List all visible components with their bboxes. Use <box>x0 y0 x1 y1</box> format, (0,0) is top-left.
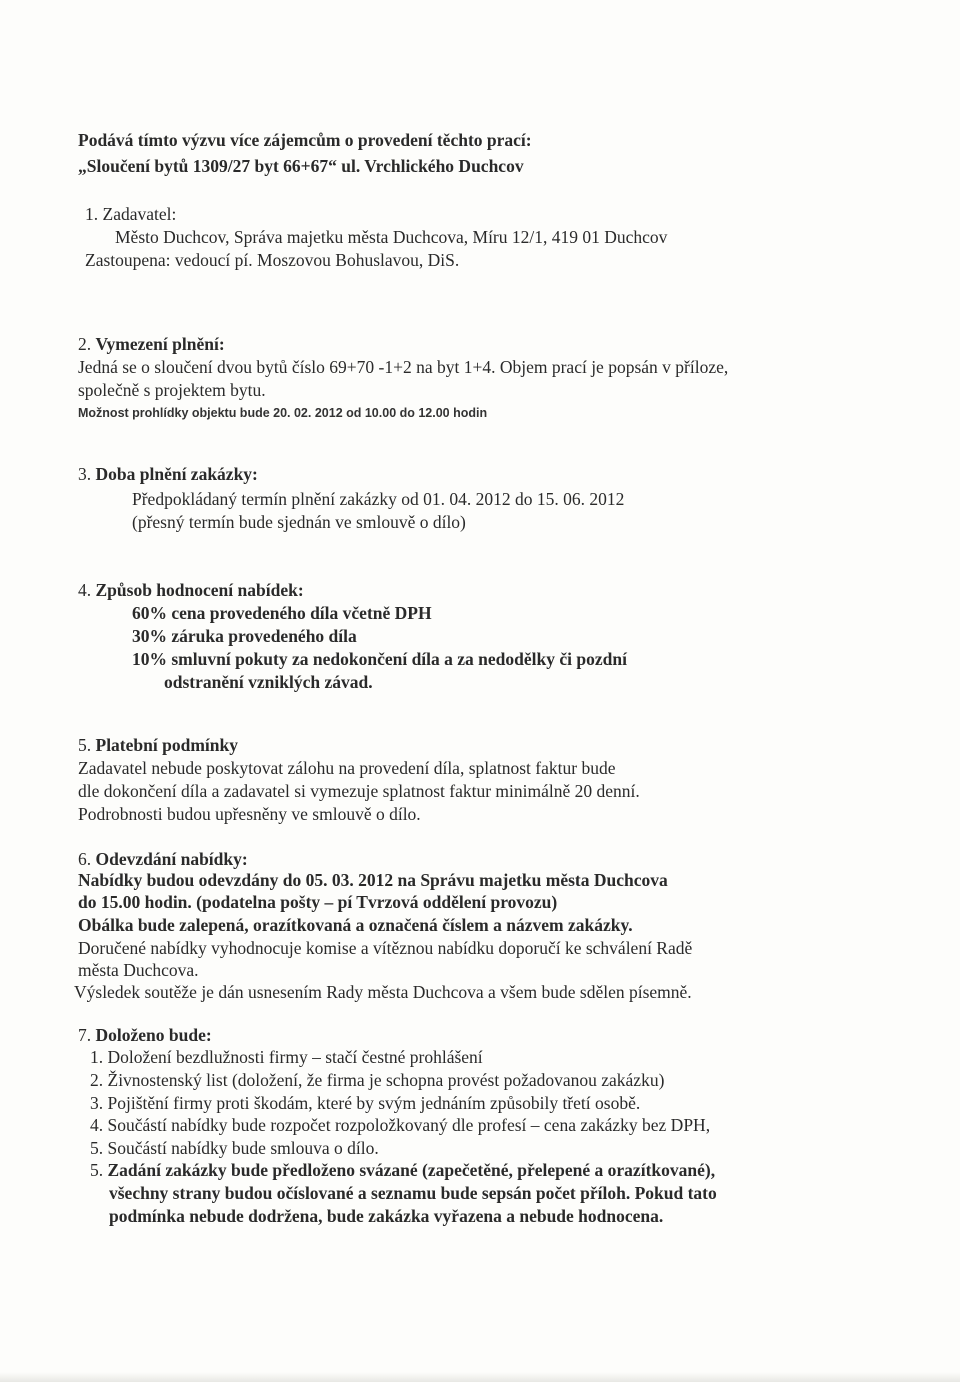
section-5-line-3: Podrobnosti budou upřesněny ve smlouvě o dílo. <box>78 804 421 824</box>
section-3-heading <box>78 463 258 485</box>
section-2-line-1: Jedná se o sloučení dvou bytů číslo 69+70 -1+2 na byt 1+4. Objem prací je popsán v příloze, <box>78 357 729 377</box>
section-4-line-2: 30% záruka provedeného díla <box>132 626 357 646</box>
section-3-line-2: (přesný termín bude sjednán ve smlouvě o dílo) <box>132 512 466 532</box>
section-1-line-1: Město Duchcov, Správa majetku města Duchcova, Míru 12/1, 419 01 Duchcov <box>115 227 668 247</box>
section-6-line-6: Výsledek soutěže je dán usnesením Rady města Duchcova a všem bude sdělen písemně. <box>74 982 692 1002</box>
section-7-item-6 <box>90 1159 715 1181</box>
section-5-title: Platební podmínky <box>95 735 238 755</box>
section-2-line-3: Možnost prohlídky objektu bude 20. 02. 2012 od 10.00 do 12.00 hodin <box>78 406 488 420</box>
section-2-title: Vymezení plnění: <box>95 334 225 354</box>
section-7-item-3: 3. Pojištění firmy proti škodám, které by svým jednáním způsobily třetí osobě. <box>90 1093 641 1113</box>
section-6-line-3: Obálka bude zalepená, orazítkovaná a označená číslem a názvem zakázky. <box>78 915 633 935</box>
intro-line-2: „Sloučení bytů 1309/27 byt 66+67“ ul. Vrchlického Duchcov <box>78 156 524 176</box>
section-7-heading <box>78 1024 212 1046</box>
section-7-number: 7. <box>78 1025 96 1045</box>
section-5-number: 5. <box>78 735 96 755</box>
section-6-line-2: do 15.00 hodin. (podatelna pošty – pí Tvrzová oddělení provozu) <box>78 892 558 912</box>
section-6-line-4: Doručené nabídky vyhodnocuje komise a vítěznou nabídku doporučí ke schválení Radě <box>78 938 693 958</box>
section-6-line-5: města Duchcova. <box>78 960 199 980</box>
section-7-item-6-line-1: Zadání zakázky bude předloženo svázané (zapečetěné, přelepené a orazítkované), <box>107 1160 716 1180</box>
section-6-heading <box>78 848 248 870</box>
intro-line-1: Podává tímto výzvu více zájemcům o provedení těchto prací: <box>78 130 532 150</box>
section-6-number: 6. <box>78 849 96 869</box>
section-7-title: Doloženo bude: <box>95 1025 212 1045</box>
section-5-line-1: Zadavatel nebude poskytovat zálohu na provedení díla, splatnost faktur bude <box>78 758 616 778</box>
section-7-item-1: 1. Doložení bezdlužnosti firmy – stačí čestné prohlášení <box>90 1047 483 1067</box>
section-7-item-4: 4. Součástí nabídky bude rozpočet rozpoložkovaný dle profesí – cena zakázky bez DPH, <box>90 1115 711 1135</box>
section-2-number: 2. <box>78 334 96 354</box>
section-4-number: 4. <box>78 580 96 600</box>
section-4-line-1: 60% cena provedeného díla včetně DPH <box>132 603 432 623</box>
section-2-heading <box>78 333 225 355</box>
section-7-item-6-line-3: podmínka nebude dodržena, bude zakázka vyřazena a nebude hodnocena. <box>109 1206 664 1226</box>
section-7-item-6-line-2: všechny strany budou očíslované a seznamu bude sepsán počet příloh. Pokud tato <box>109 1183 717 1203</box>
section-6-title: Odevzdání nabídky: <box>95 849 248 869</box>
section-5-line-2: dle dokončení díla a zadavatel si vymezuje splatnost faktur minimálně 20 denní. <box>78 781 640 801</box>
section-3-line-1: Předpokládaný termín plnění zakázky od 01. 04. 2012 do 15. 06. 2012 <box>132 489 625 509</box>
section-5-heading <box>78 734 238 756</box>
section-7-item-2: 2. Živnostenský list (doložení, že firma je schopna provést požadovanou zakázku) <box>90 1070 665 1090</box>
section-7-item-5: 5. Součástí nabídky bude smlouva o dílo. <box>90 1138 379 1158</box>
section-4-line-3: 10% smluvní pokuty za nedokončení díla a za nedodělky či pozdní <box>132 649 627 669</box>
section-3-title: Doba plnění zakázky: <box>95 464 258 484</box>
section-6-line-1: Nabídky budou odevzdány do 05. 03. 2012 na Správu majetku města Duchcova <box>78 870 668 890</box>
section-7-item-6-number: 5. <box>90 1160 108 1180</box>
section-3-number: 3. <box>78 464 96 484</box>
section-2-line-2: společně s projektem bytu. <box>78 380 266 400</box>
section-4-line-4: odstranění vzniklých závad. <box>164 672 373 692</box>
section-4-heading <box>78 579 304 601</box>
section-4-title: Způsob hodnocení nabídek: <box>95 580 304 600</box>
section-1-heading: 1. Zadavatel: <box>85 204 177 224</box>
scan-edge <box>0 1372 960 1382</box>
section-1-line-2: Zastoupena: vedoucí pí. Moszovou Bohuslavou, DiS. <box>85 250 460 270</box>
